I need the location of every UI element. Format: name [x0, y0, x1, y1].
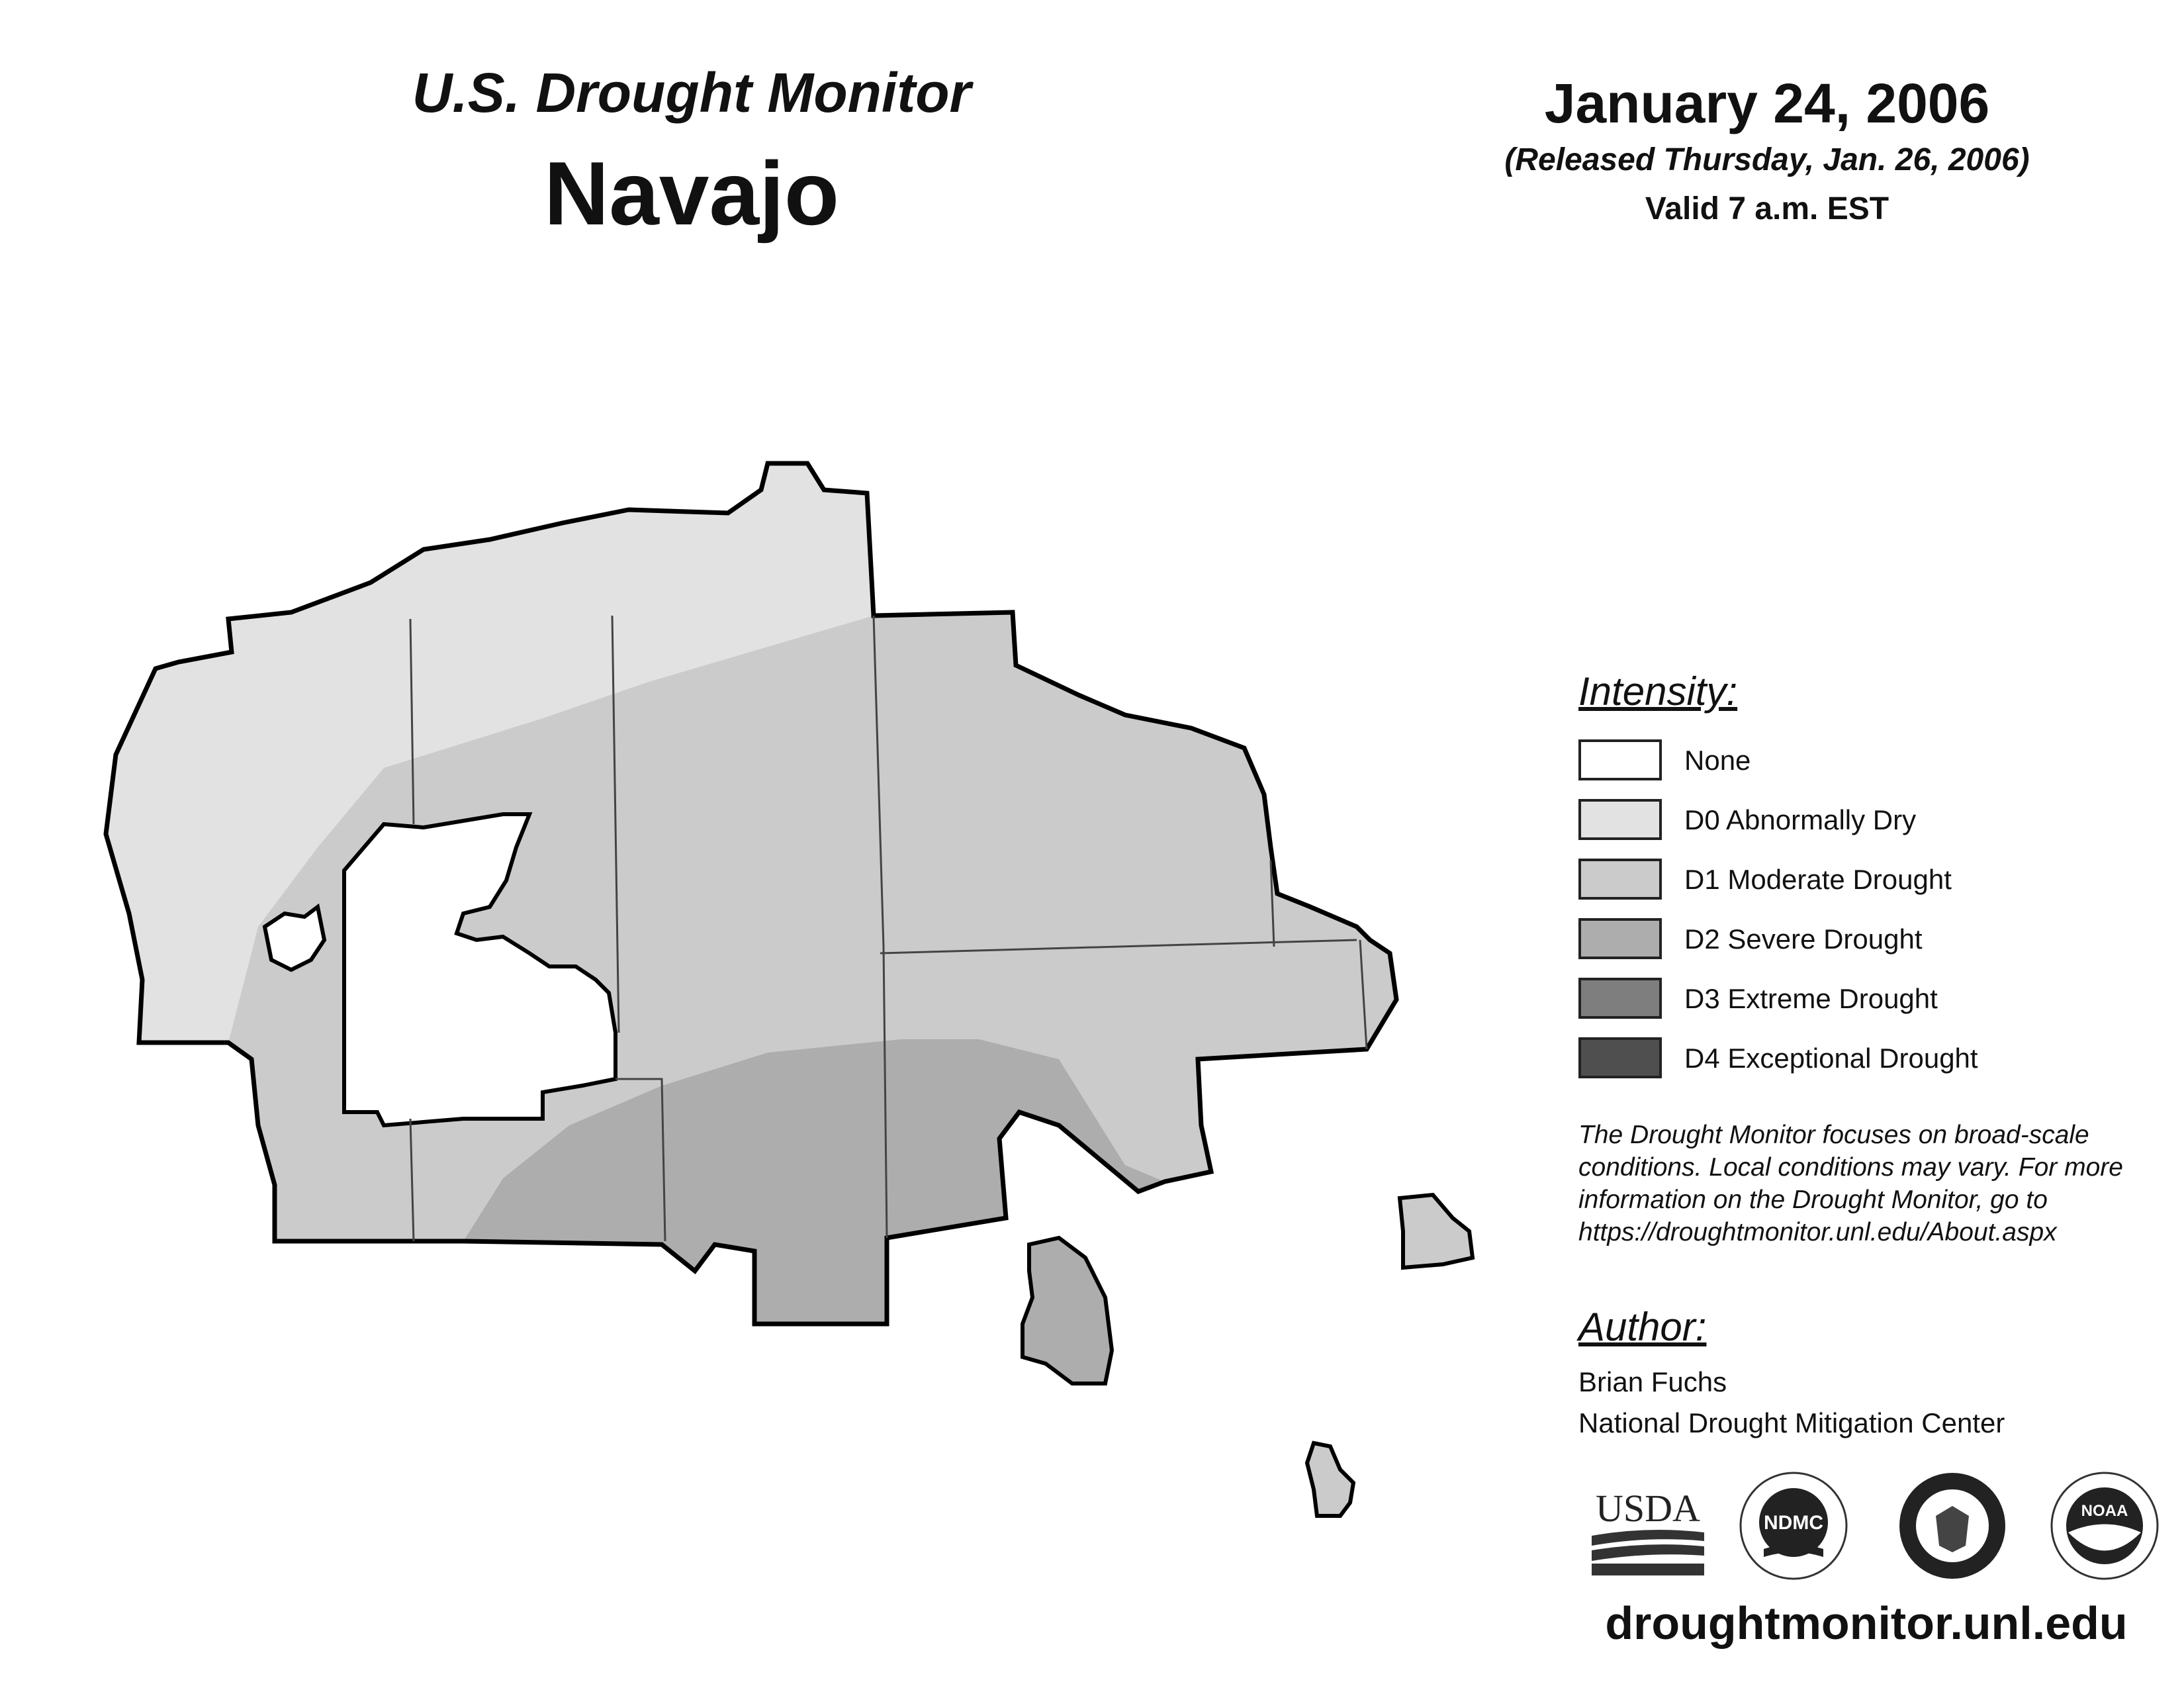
region-name: Navajo — [544, 143, 839, 244]
ndmc-logo-text: NDMC — [1764, 1512, 1823, 1534]
site-url[interactable]: droughtmonitor.unl.edu — [1605, 1597, 2128, 1649]
parcel-east — [1400, 1195, 1473, 1268]
legend-label: D3 Extreme Drought — [1684, 983, 1938, 1014]
legend-label: D1 Moderate Drought — [1684, 864, 1952, 895]
legend-label: D2 Severe Drought — [1684, 923, 1923, 955]
legend-swatch — [1578, 799, 1662, 840]
legend — [1578, 665, 2174, 1089]
legend-item-d3 — [1578, 970, 2174, 1029]
author-block — [1578, 1301, 2174, 1444]
legend-swatch — [1578, 918, 1662, 959]
legend-item-d1 — [1578, 851, 2174, 910]
usda-logo — [1585, 1470, 1711, 1582]
valid-time: Valid 7 a.m. EST — [1645, 191, 1889, 226]
commerce-seal-icon — [1936, 1506, 1969, 1552]
legend-item-d4 — [1578, 1029, 2174, 1089]
author-organization: National Drought Mitigation Center — [1578, 1407, 2005, 1438]
noaa-logo-text: NOAA — [2081, 1502, 2128, 1520]
legend-item-none — [1578, 731, 2174, 791]
legend-label: None — [1684, 745, 1751, 776]
author-name: Brian Fuchs — [1578, 1366, 1727, 1397]
legend-item-d2 — [1578, 910, 2174, 970]
legend-swatch — [1578, 859, 1662, 900]
legend-label: D0 Abnormally Dry — [1684, 804, 1917, 835]
usda-logo-text: USDA — [1596, 1487, 1700, 1530]
map-date: January 24, 2006 — [1544, 72, 1990, 134]
legend-heading: Intensity: — [1578, 669, 1738, 714]
legend-swatch — [1578, 1037, 1662, 1078]
author-heading: Author: — [1578, 1305, 1707, 1349]
monitor-title: U.S. Drought Monitor — [412, 62, 972, 124]
date-block — [1443, 70, 2091, 229]
commerce-logo — [1896, 1470, 2009, 1582]
noaa-logo — [2048, 1470, 2161, 1582]
legend-swatch — [1578, 739, 1662, 780]
release-date: (Released Thursday, Jan. 26, 2006) — [1504, 142, 2030, 177]
legend-item-d0 — [1578, 791, 2174, 851]
title-block — [344, 58, 1039, 246]
disclaimer-note: The Drought Monitor focuses on broad-scale conditions. Local conditions may vary. For more information on the Drought Monitor, go to https://droughtmonitor.unl.edu/About.aspx — [1578, 1121, 2123, 1246]
ndmc-logo — [1737, 1470, 1850, 1582]
agency-logos — [1585, 1470, 2167, 1582]
legend-label: D4 Exceptional Drought — [1684, 1043, 1978, 1074]
parcel-far-southeast — [1307, 1443, 1353, 1516]
legend-swatch — [1578, 978, 1662, 1019]
d0-area-north — [291, 463, 874, 616]
parcel-southeast — [1023, 1238, 1112, 1383]
